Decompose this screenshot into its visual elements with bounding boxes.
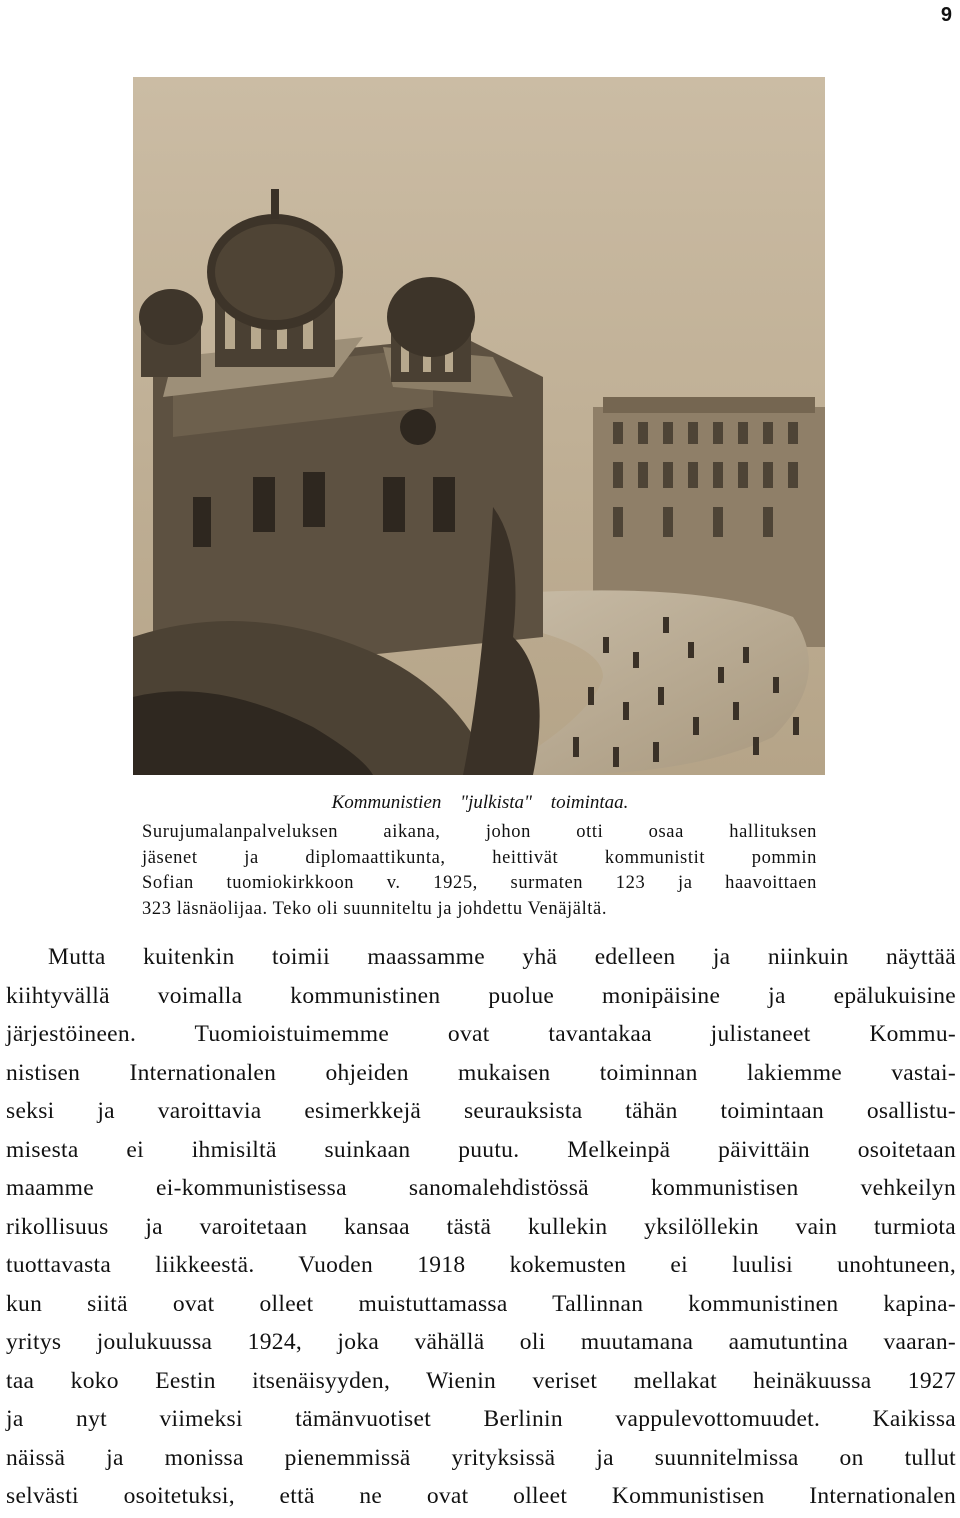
body-line: rikollisuus ja varoitetaan kansaa tästä kullekin yksilöllekin vain turmiota xyxy=(6,1213,956,1240)
body-line: nistisen Internationalen ohjeiden mukaisen toiminnan lakiemme vastai- xyxy=(6,1059,956,1086)
body-line: taa koko Eestin itsenäisyyden, Wienin veriset mellakat heinäkuussa 1927 xyxy=(6,1367,956,1394)
caption-line: Surujumalanpalveluksen aikana, johon otti osaa hallituksen xyxy=(142,822,817,842)
figure-caption xyxy=(142,820,817,923)
caption-line: 323 läsnäolijaa. Teko oli suunniteltu ja johdettu Venäjältä. xyxy=(142,899,608,920)
page-number: 9 xyxy=(940,4,952,26)
body-line: selvästi osoitetuksi, että ne ovat olleet Kommunistisen Internationalen xyxy=(6,1483,956,1509)
figure-caption-title: Kommunistien "julkista" toimintaa. xyxy=(331,792,629,813)
body-paragraph xyxy=(6,938,956,1516)
body-line: tuottavasta liikkeestä. Vuoden 1918 kokemusten ei luulisi unohtuneen, xyxy=(6,1252,956,1278)
body-line: ja nyt viimeksi tämänvuotiset Berlinin vappulevottomuudet. Kaikissa xyxy=(6,1406,956,1432)
body-line: maamme ei-kommunistisessa sanomalehdistössä kommunistisen vehkeilyn xyxy=(6,1175,956,1201)
body-line: seksi ja varoittavia esimerkkejä seurauksista tähän toimintaan osallistu- xyxy=(6,1098,956,1124)
caption-line: Sofian tuomiokirkkoon v. 1925, surmaten 123 ja haavoittaen xyxy=(142,873,817,894)
body-line: misesta ei ihmisiltä suinkaan puutu. Melkeinpä päivittäin osoitetaan xyxy=(6,1136,956,1163)
caption-line: jäsenet ja diplomaattikunta, heittivät kommunistit pommin xyxy=(142,847,817,868)
body-line: Mutta kuitenkin toimii maassamme yhä edelleen ja niinkuin näyttää xyxy=(48,944,956,970)
body-line: näissä ja monissa pienemmissä yrityksissä ja suunnitelmissa on tullut xyxy=(6,1444,956,1471)
body-line: kun siitä ovat olleet muistuttamassa Tallinnan kommunistinen kapina- xyxy=(6,1290,956,1317)
body-line: yritys joulukuussa 1924, joka vähällä oli muutamana aamutuntina vaaran- xyxy=(6,1329,956,1355)
body-line: kiihtyvällä voimalla kommunistinen puolue monipäisine ja epälukuisine xyxy=(6,982,956,1009)
body-line: järjestöineen. Tuomioistuimemme ovat tavantakaa julistaneet Kommu- xyxy=(6,1021,956,1047)
cathedral-photo xyxy=(133,77,825,775)
